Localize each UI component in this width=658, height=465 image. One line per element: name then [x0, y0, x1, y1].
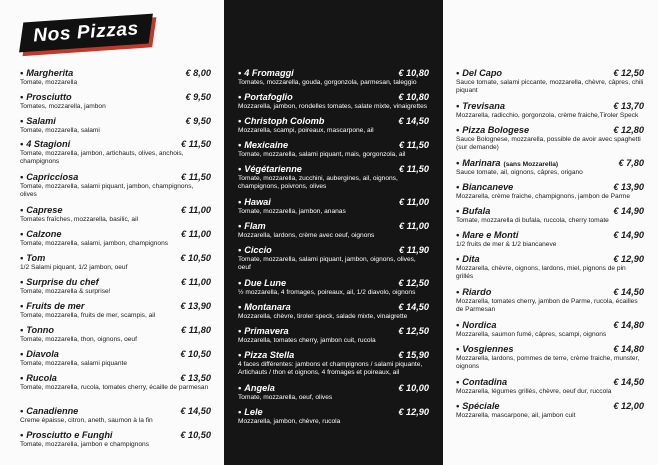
menu-item — [20, 205, 211, 224]
pizza-name-text: Diavola — [26, 349, 59, 359]
menu-item — [20, 172, 211, 199]
pizza-price: € 14,50 — [398, 116, 429, 126]
pizza-name — [20, 139, 70, 149]
pizza-price: € 11,00 — [399, 221, 429, 231]
pizza-description: Mozzarella, scampi, poireaux, mascarpone, ail — [238, 127, 374, 134]
pizza-name-text: Del Capo — [462, 68, 503, 78]
menu-item — [20, 116, 211, 135]
menu-item — [238, 92, 429, 111]
bullet-icon: • — [238, 278, 242, 288]
bullet-icon: • — [456, 230, 460, 240]
bullet-icon: • — [456, 320, 460, 330]
bullet-icon: • — [20, 116, 24, 126]
menu-item — [456, 125, 644, 152]
pizza-name-text: Primavera — [244, 326, 289, 336]
pizza-name — [238, 92, 293, 102]
bullet-icon: • — [238, 197, 242, 207]
menu-item — [238, 164, 429, 191]
pizza-price: € 10,50 — [180, 253, 211, 263]
pizza-name — [456, 101, 505, 111]
pizza-name-text: Bufala — [462, 206, 491, 216]
pizza-name — [238, 245, 272, 255]
pizza-description: Tomate, mozzarella, zucchini, aubergines, ail, oignons, champignons, poivrons, olives — [238, 175, 398, 190]
bullet-icon: • — [20, 325, 24, 335]
pizza-price: € 14,50 — [398, 302, 429, 312]
pizza-name — [20, 349, 59, 359]
pizza-name — [456, 206, 490, 216]
pizza-name-text: Salami — [26, 116, 56, 126]
pizza-description: Tomate, mozzarella, rucola, tomates cherry, écaille de parmesan — [20, 384, 209, 391]
pizza-name — [456, 287, 491, 297]
menu-item — [20, 430, 211, 449]
pizza-price: € 11,00 — [181, 229, 211, 239]
pizza-description: Tomate, mozzarella, thon, oignons, oeuf — [20, 336, 137, 343]
pizza-name-text: Riardo — [462, 287, 492, 297]
menu-item — [238, 407, 429, 426]
pizza-description: Tomates, mozzarella, jambon — [20, 103, 106, 110]
pizza-price: € 11,80 — [181, 325, 211, 335]
pizza-note: (sans Mozzarella) — [503, 161, 559, 168]
pizza-name-text: Montanara — [244, 302, 291, 312]
pizza-description: ½ mozzarella, 4 fromages, poireaux, ail, 1/2 diavolo, oignons — [238, 289, 416, 296]
pizza-description: Tomate, mozzarella — [20, 79, 78, 86]
pizza-description: Tomate, mozzarella, salami, jambon, champignons — [20, 240, 169, 247]
pizza-name — [20, 68, 73, 78]
pizza-price: € 12,50 — [398, 326, 429, 336]
pizza-name — [456, 158, 558, 168]
pizza-price: € 12,90 — [398, 407, 429, 417]
pizza-description: 1/2 fruits de mer & 1/2 biancaneve — [456, 241, 557, 248]
menu-item — [238, 302, 429, 321]
pizza-name — [20, 430, 112, 440]
pizza-name-text: Hawai — [244, 197, 271, 207]
pizza-description: 1/2 Salami piquant, 1/2 jambon, oeuf — [20, 264, 128, 271]
pizza-price: € 15,90 — [398, 350, 429, 360]
bullet-icon: • — [238, 245, 242, 255]
pizza-name-text: Végétarienne — [244, 164, 302, 174]
menu-item — [456, 230, 644, 249]
pizza-name-text: Trevisana — [462, 101, 505, 111]
bullet-icon: • — [20, 92, 24, 102]
menu-item — [20, 277, 211, 296]
pizza-name-text: Spéciale — [462, 401, 500, 411]
bullet-icon: • — [456, 254, 460, 264]
bullet-icon: • — [456, 377, 460, 387]
pizza-name-text: Canadienne — [26, 406, 79, 416]
pizza-price: € 14,80 — [613, 344, 644, 354]
pizza-name — [456, 344, 513, 354]
pizza-name-text: Rucola — [26, 373, 57, 383]
pizza-price: € 8,00 — [185, 68, 211, 78]
bullet-icon: • — [238, 407, 242, 417]
pizza-name-text: Dita — [462, 254, 480, 264]
bullet-icon: • — [238, 326, 242, 336]
pizza-name-text: Nordica — [462, 320, 497, 330]
pizza-name-text: Due Lune — [244, 278, 287, 288]
pizza-name — [238, 383, 275, 393]
pizza-price: € 10,80 — [398, 68, 429, 78]
pizza-name-text: Margherita — [26, 68, 74, 78]
menu-item — [238, 116, 429, 135]
menu-item — [456, 206, 644, 225]
pizza-price: € 12,00 — [613, 401, 644, 411]
pizza-description: Mozzarella, légumes grillés, chèvre, oeuf dur, ruccola — [456, 388, 612, 395]
menu-item — [238, 326, 429, 345]
pizza-price: € 11,50 — [181, 172, 211, 182]
pizza-name — [20, 325, 54, 335]
pizza-price: € 11,00 — [181, 277, 211, 287]
pizza-description: Mozzarella, crème fraiche, champignons, jambon de Parme — [456, 193, 631, 200]
pizza-price: € 11,50 — [181, 139, 211, 149]
pizza-description: Tomate, mozzarella, salami piquant, jambon, oignons, olives, oeuf — [238, 256, 416, 271]
pizza-name-text: Contadina — [462, 377, 508, 387]
menu-item — [456, 101, 644, 120]
pizza-description: Sauce Bolognese, mozzarella, possible de avoir avec spaghetti (sur demande) — [456, 136, 641, 151]
pizza-name — [20, 92, 72, 102]
bullet-icon: • — [20, 229, 24, 239]
pizza-price: € 14,80 — [613, 320, 644, 330]
menu-item — [20, 301, 211, 320]
bullet-icon: • — [456, 182, 460, 192]
menu-item — [238, 197, 429, 216]
bullet-icon: • — [456, 287, 460, 297]
bullet-icon: • — [456, 401, 460, 411]
bullet-icon: • — [238, 350, 242, 360]
menu-item — [20, 92, 211, 111]
pizza-description: Tomates, mozzarella, gouda, gorgonzola, parmesan, taleggio — [238, 79, 417, 86]
pizza-description: Mozzarella, lardons, pommes de terre, crème fraiche, munster, oignons — [456, 355, 640, 370]
pizza-description: Mozzarella, jambon, chèvre, rucola — [238, 418, 341, 425]
pizza-price: € 9,50 — [185, 116, 211, 126]
pizza-name-text: Prosciutto e Funghi — [26, 430, 113, 440]
pizza-name-text: Lele — [244, 407, 263, 417]
pizza-description: Mozzarella, chèvre, oignons, lardons, miel, pignons de pin grillés — [456, 265, 626, 280]
page-title: Nos Pizzas — [32, 18, 140, 47]
pizza-name — [456, 254, 480, 264]
bullet-icon: • — [20, 172, 24, 182]
bullet-icon: • — [20, 430, 24, 440]
pizza-description: Mozzarella, jambon, rondelles tomates, salate mixte, vinaigrettes — [238, 103, 428, 110]
pizza-name — [20, 116, 56, 126]
menu-item — [456, 68, 644, 95]
pizza-name — [238, 350, 294, 360]
bullet-icon: • — [238, 140, 242, 150]
pizza-name — [20, 253, 45, 263]
bullet-icon: • — [456, 101, 460, 111]
pizza-name-text: Mare e Monti — [462, 230, 519, 240]
pizza-name — [456, 230, 518, 240]
pizza-price: € 7,80 — [618, 158, 644, 168]
pizza-name — [20, 406, 78, 416]
pizza-name-text: Portafoglio — [244, 92, 293, 102]
pizza-name-text: Capricciosa — [26, 172, 79, 182]
pizza-price: € 10,50 — [180, 430, 211, 440]
menu-column-1 — [0, 0, 223, 465]
menu-item — [238, 140, 429, 159]
bullet-icon: • — [20, 139, 24, 149]
pizza-name — [20, 205, 62, 215]
pizza-name — [456, 125, 529, 135]
menu-item — [456, 287, 644, 314]
pizza-description: Sauce tomate, ail, oignons, câpres, origano — [456, 169, 583, 176]
pizza-price: € 11,00 — [181, 205, 211, 215]
menu-column-3 — [444, 0, 658, 465]
pizza-description: Tomate, mozzarella, salami piquante — [20, 360, 128, 367]
pizza-name — [238, 68, 294, 78]
pizza-name — [238, 407, 263, 417]
pizza-description: Mozzarella, lardons, crème avec oeuf, oignons — [238, 232, 375, 239]
pizza-name — [20, 301, 84, 311]
menu-item — [238, 221, 429, 240]
pizza-price: € 10,50 — [180, 349, 211, 359]
menu-item — [456, 344, 644, 371]
bullet-icon: • — [238, 92, 242, 102]
pizza-price: € 14,50 — [613, 377, 644, 387]
pizza-price: € 11,50 — [399, 164, 429, 174]
bullet-icon: • — [20, 277, 24, 287]
menu-item — [456, 158, 644, 177]
menu-item — [20, 373, 211, 392]
menu-item — [456, 401, 644, 420]
pizza-name-text: Marinara — [462, 158, 501, 168]
bullet-icon: • — [456, 344, 460, 354]
pizza-description: Mozzarella, tomates cherry, jambon cuit, rucola — [238, 337, 376, 344]
pizza-description: Tomate, mozzarella, salami piquant, mais, gorgonzola, ail — [238, 151, 406, 158]
bullet-icon: • — [456, 206, 460, 216]
pizza-price: € 12,80 — [613, 125, 644, 135]
pizza-name — [238, 140, 288, 150]
pizza-price: € 13,90 — [613, 182, 644, 192]
pizza-description: Tomate, mozzarella, jambon, ananas — [238, 208, 346, 215]
pizza-price: € 14,90 — [613, 206, 644, 216]
pizza-name-text: 4 Fromaggi — [244, 68, 294, 78]
menu-item — [238, 68, 429, 87]
bullet-icon: • — [20, 68, 24, 78]
bullet-icon: • — [456, 125, 460, 135]
menu-item — [456, 377, 644, 396]
pizza-price: € 14,50 — [613, 287, 644, 297]
menu-item — [456, 320, 644, 339]
bullet-icon: • — [238, 68, 242, 78]
menu-column-2 — [224, 0, 443, 465]
pizza-description: Tomate, mozzarella, jambon, artichauts, olives, anchois, champignons — [20, 150, 184, 165]
pizza-name — [238, 326, 289, 336]
pizza-name — [238, 164, 302, 174]
pizza-name — [238, 221, 266, 231]
menu-item — [20, 68, 211, 87]
pizza-description: Mozzarella, chèvre, tiroler speck, salade mixte, vinaigrette — [238, 313, 408, 320]
pizza-description: Creme épaisse, citron, aneth, saumon à la fin — [20, 417, 153, 424]
pizza-name — [238, 116, 324, 126]
bullet-icon: • — [456, 158, 460, 168]
bullet-icon: • — [238, 221, 242, 231]
bullet-icon: • — [20, 205, 24, 215]
bullet-icon: • — [20, 406, 24, 416]
pizza-description: Tomate, mozzarella, salami — [20, 127, 100, 134]
pizza-name-text: Ciccio — [244, 245, 272, 255]
pizza-price: € 14,50 — [180, 406, 211, 416]
menu-item — [20, 253, 211, 272]
pizza-description: Mozzarella, saumon fumé, câpres, scampi, oignons — [456, 331, 607, 338]
pizza-description: Tomate, mozzarella & surprise! — [20, 288, 111, 295]
pizza-name-text: Pizza Stella — [244, 350, 295, 360]
bullet-icon: • — [238, 302, 242, 312]
pizza-name-text: Tonno — [26, 325, 54, 335]
pizza-price: € 10,80 — [398, 92, 429, 102]
pizza-name-text: Calzone — [26, 229, 62, 239]
pizza-description: Tomate, mozzarella, oeuf, olives — [238, 394, 333, 401]
pizza-price: € 13,90 — [180, 301, 211, 311]
pizza-name-text: Tom — [26, 253, 46, 263]
pizza-name-text: Prosciutto — [26, 92, 72, 102]
bullet-icon: • — [238, 116, 242, 126]
menu-item — [456, 182, 644, 201]
pizza-price: € 12,50 — [613, 68, 644, 78]
bullet-icon: • — [20, 373, 24, 383]
pizza-price: € 12,90 — [613, 254, 644, 264]
pizza-name — [238, 278, 286, 288]
bullet-icon: • — [456, 68, 460, 78]
pizza-description: Mozzarella, mascarpone, ail, jambon cuit — [456, 412, 576, 419]
pizza-price: € 12,50 — [398, 278, 429, 288]
pizza-name-text: Fruits de mer — [26, 301, 85, 311]
bullet-icon: • — [238, 383, 242, 393]
pizza-price: € 11,50 — [399, 140, 429, 150]
menu-item — [20, 139, 211, 166]
bullet-icon: • — [20, 301, 24, 311]
pizza-price: € 11,00 — [399, 197, 429, 207]
bullet-icon: • — [238, 164, 242, 174]
pizza-name — [20, 373, 57, 383]
pizza-description: Tomate, mozzarella, fruits de mer, scampis, ail — [20, 312, 156, 319]
pizza-name-text: Christoph Colomb — [244, 116, 325, 126]
menu-item — [20, 406, 211, 425]
pizza-name-text: Pizza Bologese — [462, 125, 530, 135]
pizza-name-text: Biancaneve — [462, 182, 514, 192]
title-banner — [19, 14, 153, 53]
menu-item — [20, 325, 211, 344]
pizza-name-text: Surprise du chef — [26, 277, 99, 287]
menu-item — [238, 245, 429, 272]
pizza-description: Tomate, mozzarella, jambon e champignons — [20, 441, 150, 448]
pizza-price: € 10,00 — [398, 383, 429, 393]
pizza-description: Sauce tomate, salami piccante, mozzarella, chèvre, câpres, chili piquant — [456, 79, 644, 94]
pizza-name — [238, 302, 291, 312]
pizza-price: € 13,70 — [613, 101, 644, 111]
pizza-description: 4 faces différentes: jambons et champignons / salami piquante, Artichauts / thon et oignons, 4 fromages et poireaux, ail — [238, 361, 423, 376]
pizza-price: € 13,50 — [180, 373, 211, 383]
pizza-name-text: 4 Stagioni — [26, 139, 71, 149]
pizza-name — [238, 197, 271, 207]
pizza-name — [20, 229, 61, 239]
pizza-name-text: Vosgiennes — [462, 344, 514, 354]
pizza-description: Tomate, mozzarella, salami piquant, jambon, champignons, olives — [20, 183, 194, 198]
pizza-description: Tomates fraîches, mozzarella, basilic, ail — [20, 216, 138, 223]
pizza-name — [456, 182, 513, 192]
pizza-price: € 14,90 — [613, 230, 644, 240]
bullet-icon: • — [20, 349, 24, 359]
pizza-name — [20, 277, 99, 287]
menu-item — [456, 254, 644, 281]
pizza-price: € 9,50 — [185, 92, 211, 102]
pizza-name-text: Mexicaine — [244, 140, 289, 150]
pizza-price: € 11,90 — [399, 245, 429, 255]
pizza-name — [456, 320, 496, 330]
pizza-name — [456, 68, 502, 78]
menu-item — [238, 278, 429, 297]
pizza-name-text: Caprese — [26, 205, 63, 215]
bullet-icon: • — [20, 253, 24, 263]
pizza-name — [20, 172, 78, 182]
pizza-name — [456, 401, 500, 411]
pizza-description: Mozzarella, tomates cherry, jambon de Parme, rucola, écailles de Parmesan — [456, 298, 638, 313]
pizza-name-text: Flam — [244, 221, 266, 231]
pizza-description: Tomate, mozzarella di bufala, ruccola, cherry tomate — [456, 217, 609, 224]
pizza-name — [456, 377, 507, 387]
pizza-name-text: Angela — [244, 383, 275, 393]
menu-item — [20, 349, 211, 368]
menu-item — [20, 229, 211, 248]
menu-item — [238, 383, 429, 402]
pizza-description: Mozzarella, radicchio, gorgonzola, crème fraiche,Tiroler Speck — [456, 112, 639, 119]
menu-item — [238, 350, 429, 377]
